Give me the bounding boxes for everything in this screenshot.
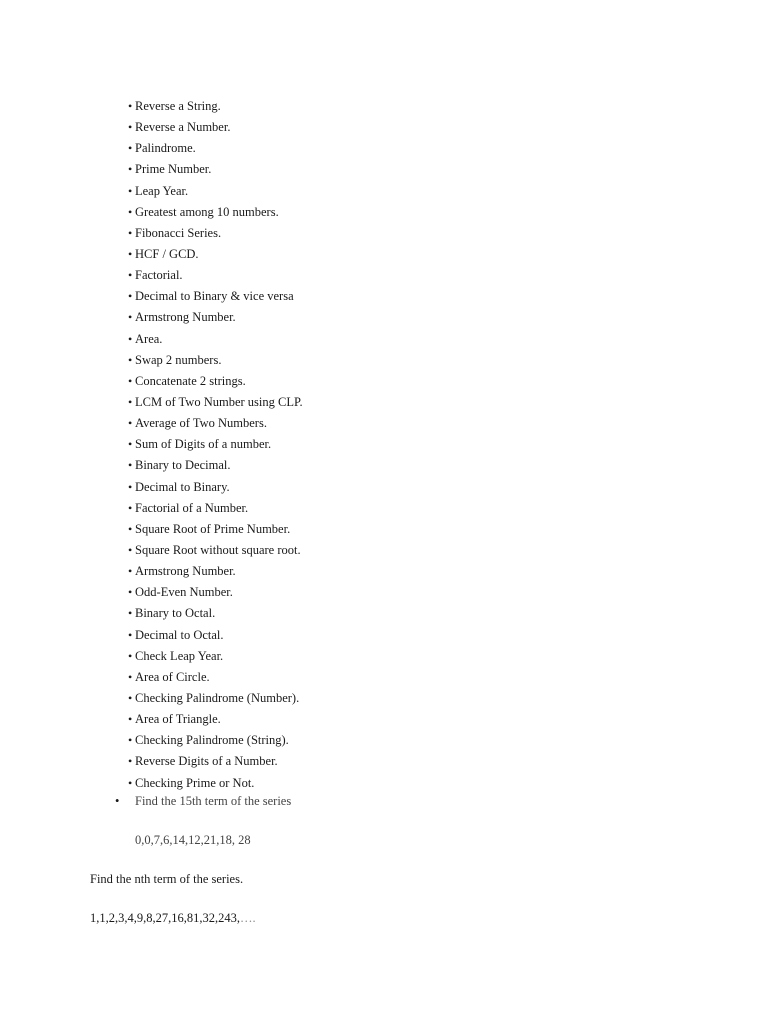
series-task-item: [115, 791, 291, 812]
list-item: [128, 603, 303, 624]
list-item: [128, 646, 303, 667]
bullet-glyph: •: [128, 712, 133, 727]
bullet-glyph: •: [128, 331, 133, 346]
bullet-glyph: •: [128, 246, 133, 261]
list-item-text: Armstrong Number.: [135, 564, 236, 579]
list-item-text: Reverse a Number.: [135, 120, 231, 135]
list-item-text: Decimal to Binary & vice versa: [135, 289, 294, 304]
bullet-glyph: •: [128, 733, 133, 748]
list-item: [128, 688, 303, 709]
bullet-glyph: •: [128, 458, 133, 473]
list-item: [128, 181, 303, 202]
list-item-text: Leap Year.: [135, 183, 189, 198]
list-item: [128, 751, 303, 772]
program-list: [128, 96, 303, 794]
list-item-text: Armstrong Number.: [135, 310, 236, 325]
list-item: [128, 540, 303, 561]
list-item: [128, 307, 303, 328]
list-item-text: Square Root without square root.: [135, 542, 301, 557]
list-item: [128, 477, 303, 498]
list-item-text: LCM of Two Number using CLP.: [135, 394, 303, 409]
bullet-glyph: •: [128, 268, 133, 283]
bullet-glyph: •: [128, 99, 133, 113]
series-values: 1,1,2,3,4,9,8,27,16,81,32,243,: [90, 911, 240, 925]
bullet-glyph: •: [128, 120, 133, 135]
list-item: [128, 96, 303, 117]
list-item-text: HCF / GCD.: [135, 246, 199, 261]
list-item: [128, 709, 303, 730]
list-item-text: Reverse Digits of a Number.: [135, 754, 278, 769]
bullet-glyph: •: [128, 437, 133, 452]
list-item-text: Square Root of Prime Number.: [135, 521, 291, 536]
list-item-text: Average of Two Numbers.: [135, 416, 267, 431]
list-item-text: Swap 2 numbers.: [135, 352, 222, 367]
list-item-text: Greatest among 10 numbers.: [135, 204, 279, 219]
list-item-text: Reverse a String.: [135, 99, 221, 113]
bullet-glyph: •: [128, 204, 133, 219]
bullet-glyph: •: [128, 162, 133, 177]
list-item: [128, 223, 303, 244]
bullet-glyph: •: [128, 500, 133, 515]
bullet-glyph: •: [128, 141, 133, 156]
bullet-glyph: •: [128, 690, 133, 705]
bullet-glyph: •: [128, 754, 133, 769]
list-item: [128, 625, 303, 646]
list-item-text: Checking Prime or Not.: [135, 775, 255, 790]
list-item: [128, 159, 303, 180]
list-item: [128, 329, 303, 350]
bullet-glyph: •: [128, 394, 133, 409]
list-item-text: Binary to Octal.: [135, 606, 216, 621]
list-item-text: Decimal to Octal.: [135, 627, 224, 642]
list-item: [128, 138, 303, 159]
list-item-text: Factorial.: [135, 268, 183, 283]
list-item-text: Area.: [135, 331, 163, 346]
list-item: [128, 561, 303, 582]
bullet-glyph: •: [128, 521, 133, 536]
list-item: [128, 244, 303, 265]
bullet-glyph: •: [128, 310, 133, 325]
bullet-glyph: •: [128, 373, 133, 388]
list-item: [128, 498, 303, 519]
list-item: [128, 434, 303, 455]
bullet-glyph: •: [128, 225, 133, 240]
list-item: [128, 286, 303, 307]
series-sequence-15th: 0,0,7,6,14,12,21,18, 28: [135, 833, 251, 847]
bullet-glyph: •: [128, 416, 133, 431]
bullet-glyph: •: [128, 542, 133, 557]
list-item: [128, 265, 303, 286]
bullet-glyph: •: [128, 627, 133, 642]
series-ellipsis: ….: [240, 911, 256, 925]
series-task-label: Find the 15th term of the series: [135, 794, 292, 808]
list-item-text: Prime Number.: [135, 162, 212, 177]
bullet-glyph: •: [128, 585, 133, 600]
list-item: [128, 350, 303, 371]
list-item: [128, 202, 303, 223]
list-item-text: Checking Palindrome (String).: [135, 733, 289, 748]
list-item-text: Fibonacci Series.: [135, 225, 222, 240]
list-item: [128, 519, 303, 540]
list-item: [128, 117, 303, 138]
list-item: [128, 392, 303, 413]
bullet-glyph: •: [128, 289, 133, 304]
bullet-glyph: •: [128, 775, 133, 790]
bullet-glyph: •: [128, 648, 133, 663]
list-item: [128, 667, 303, 688]
bullet-glyph: •: [128, 669, 133, 684]
bullet-glyph: •: [115, 794, 120, 808]
list-item: [128, 455, 303, 476]
list-item: [128, 371, 303, 392]
list-item-text: Binary to Decimal.: [135, 458, 231, 473]
series-sequence-nth: [90, 908, 256, 929]
bullet-glyph: •: [128, 606, 133, 621]
list-item-text: Checking Palindrome (Number).: [135, 690, 300, 705]
list-item-text: Area of Circle.: [135, 669, 210, 684]
list-item-text: Decimal to Binary.: [135, 479, 230, 494]
bullet-glyph: •: [128, 183, 133, 198]
nth-term-heading: Find the nth term of the series.: [90, 872, 244, 886]
list-item: [128, 413, 303, 434]
list-item: [128, 730, 303, 751]
bullet-glyph: •: [128, 479, 133, 494]
list-item: [128, 582, 303, 603]
list-item-text: Odd-Even Number.: [135, 585, 233, 600]
list-item-text: Factorial of a Number.: [135, 500, 249, 515]
list-item-text: Sum of Digits of a number.: [135, 437, 272, 452]
bullet-glyph: •: [128, 352, 133, 367]
list-item-text: Palindrome.: [135, 141, 196, 156]
list-item-text: Area of Triangle.: [135, 712, 221, 727]
bullet-glyph: •: [128, 564, 133, 579]
list-item-text: Check Leap Year.: [135, 648, 224, 663]
list-item-text: Concatenate 2 strings.: [135, 373, 246, 388]
